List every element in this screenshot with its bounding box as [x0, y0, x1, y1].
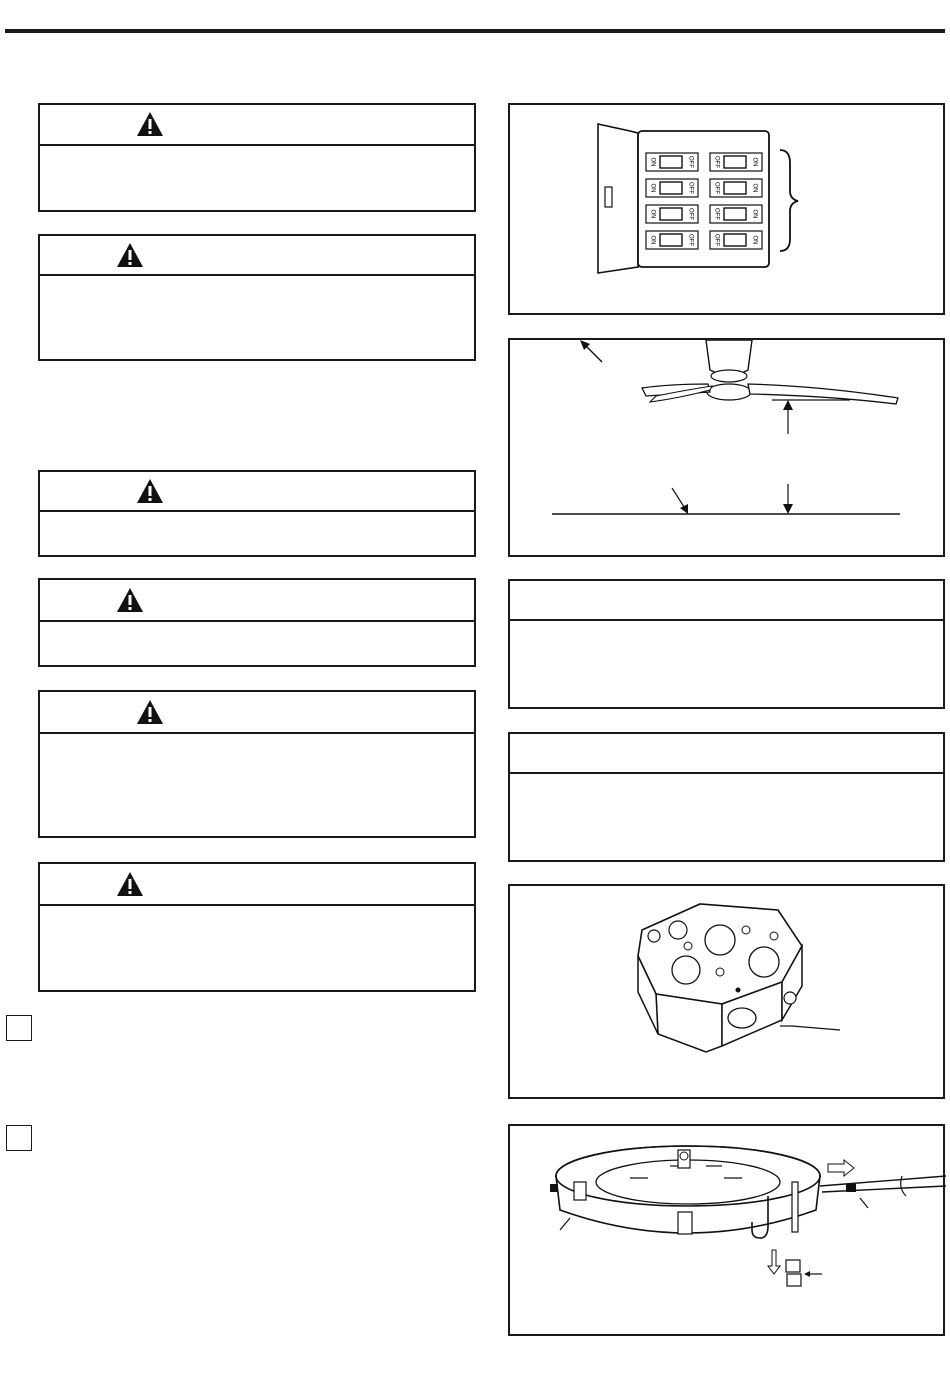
breaker-label: ON — [649, 183, 656, 193]
screw-icon — [846, 1184, 856, 1192]
warning-triangle-icon — [116, 871, 144, 897]
breaker-label: OFF — [713, 234, 720, 246]
breaker-label: ON — [751, 157, 758, 167]
breaker-switch — [646, 179, 698, 197]
warning-triangle-icon — [136, 478, 164, 504]
note-box-2 — [508, 732, 945, 862]
warning-box-4 — [38, 578, 476, 667]
figure-mounting-plate — [508, 1124, 945, 1336]
figure-breaker-panel — [508, 103, 945, 315]
breaker-label: ON — [649, 235, 656, 245]
step-checkbox-2 — [6, 1125, 32, 1151]
breaker-switch — [646, 231, 698, 249]
warning-triangle-icon — [136, 111, 164, 137]
warning-triangle-icon — [116, 587, 144, 613]
breaker-switch — [646, 205, 698, 223]
panel-door — [598, 124, 638, 273]
nut-icon — [787, 1274, 801, 1286]
step-checkbox-1 — [6, 1015, 32, 1041]
breaker-switch — [710, 231, 762, 249]
breaker-bracket — [780, 150, 798, 251]
warning-box-3 — [38, 470, 476, 557]
breaker-switch — [710, 153, 762, 171]
warning-box-6 — [38, 862, 476, 992]
breaker-label: ON — [649, 157, 656, 167]
breaker-switch — [646, 153, 698, 171]
warning-triangle-icon — [116, 242, 144, 268]
breaker-label: OFF — [687, 182, 694, 194]
breaker-label: ON — [751, 183, 758, 193]
breaker-label: OFF — [713, 208, 720, 220]
breaker-label: OFF — [687, 208, 694, 220]
figure-outlet-box — [508, 884, 945, 1099]
note-box-1 — [508, 579, 945, 709]
breaker-label: OFF — [687, 156, 694, 168]
breaker-label: ON — [649, 209, 656, 219]
warning-triangle-icon — [136, 699, 164, 725]
breaker-label: OFF — [713, 182, 720, 194]
breaker-label: ON — [751, 235, 758, 245]
door-latch — [605, 187, 612, 207]
warning-box-1 — [38, 103, 476, 212]
figure-fan-clearance — [508, 338, 945, 557]
warning-box-5 — [38, 690, 476, 838]
header-rule — [5, 29, 945, 33]
fan-blade-right — [748, 384, 898, 404]
breaker-switch — [710, 205, 762, 223]
breaker-switch — [710, 179, 762, 197]
breaker-label: OFF — [687, 234, 694, 246]
warning-box-2 — [38, 234, 476, 361]
breaker-label: ON — [751, 209, 758, 219]
breaker-label: OFF — [713, 156, 720, 168]
